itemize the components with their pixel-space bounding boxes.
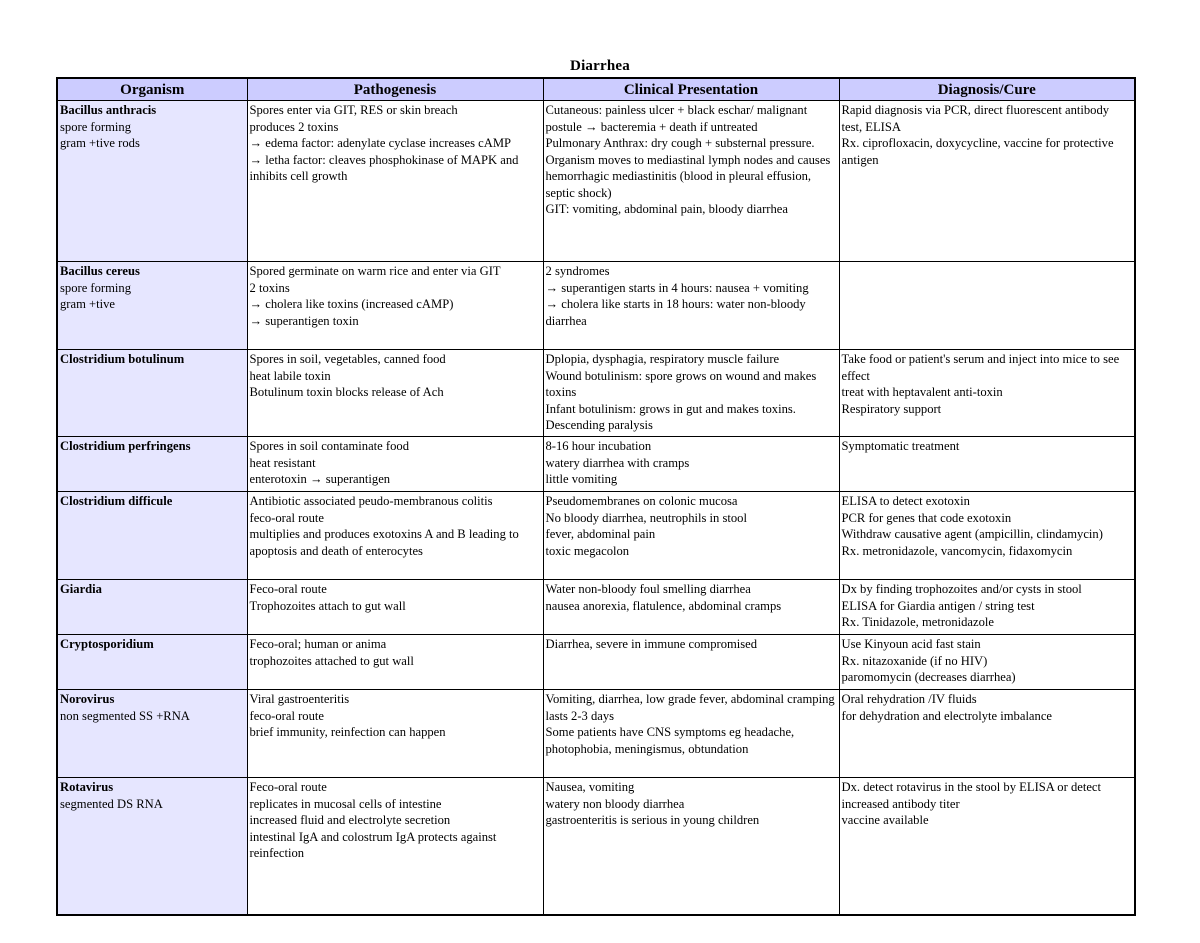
organism-name: Giardia xyxy=(60,582,102,596)
clinical-cell: Cutaneous: painless ulcer + black eschar/ malignant postule → bacteremia + death if untreated Pulmonary Anthrax: dry cough + substernal pressure. Organism moves to mediastinal lymph nodes and causes hemorrhagic mediastinitis (blood in pleural effusion, septic shock) GIT: vomiting, abdominal pain, bloody diarrhea xyxy=(543,101,839,262)
table-row xyxy=(57,778,1135,915)
diagnosis-cell xyxy=(839,262,1135,350)
diagnosis-cell: Dx by finding trophozoites and/or cysts in stool ELISA for Giardia antigen / string test Rx. Tinidazole, metronidazole xyxy=(839,580,1135,635)
organism-detail: spore forming gram +tive rods xyxy=(60,119,140,150)
page-title: Diarrhea xyxy=(570,58,630,74)
organism-name: Bacillus cereus xyxy=(60,264,140,278)
clinical-cell: Pseudomembranes on colonic mucosa No bloody diarrhea, neutrophils in stool fever, abdominal pain toxic megacolon xyxy=(543,492,839,580)
organism-cell xyxy=(57,580,247,635)
organism-name: Bacillus anthracis xyxy=(60,103,157,117)
organism-name: Clostridium botulinum xyxy=(60,352,185,366)
diarrhea-table xyxy=(56,77,1136,916)
header-pathogenesis: Pathogenesis xyxy=(247,78,543,101)
organism-name: Cryptosporidium xyxy=(60,637,154,651)
table-row xyxy=(57,262,1135,350)
pathogenesis-cell: Spored germinate on warm rice and enter via GIT 2 toxins → cholera like toxins (increased cAMP) → superantigen toxin xyxy=(247,262,543,350)
organism-name: Rotavirus xyxy=(60,780,114,794)
diagnosis-cell: Oral rehydration /IV fluids for dehydration and electrolyte imbalance xyxy=(839,690,1135,778)
organism-cell xyxy=(57,350,247,437)
organism-cell xyxy=(57,437,247,492)
organism-cell xyxy=(57,690,247,778)
diagnosis-cell: Take food or patient's serum and inject into mice to see effect treat with heptavalent anti-toxin Respiratory support xyxy=(839,350,1135,437)
organism-cell xyxy=(57,101,247,262)
organism-detail: segmented DS RNA xyxy=(60,796,163,811)
organism-name: Clostridium perfringens xyxy=(60,439,191,453)
organism-cell xyxy=(57,492,247,580)
diagnosis-cell: Use Kinyoun acid fast stain Rx. nitazoxanide (if no HIV) paromomycin (decreases diarrhea) xyxy=(839,635,1135,690)
organism-name: Clostridium difficule xyxy=(60,494,173,508)
pathogenesis-cell: Spores in soil contaminate food heat resistant enterotoxin → superantigen xyxy=(247,437,543,492)
clinical-cell: Dplopia, dysphagia, respiratory muscle failure Wound botulinism: spore grows on wound and makes toxins Infant botulinism: grows in gut and makes toxins. Descending paralysis xyxy=(543,350,839,437)
pathogenesis-cell: Viral gastroenteritis feco-oral route brief immunity, reinfection can happen xyxy=(247,690,543,778)
organism-detail: non segmented SS +RNA xyxy=(60,708,190,723)
clinical-cell: Diarrhea, severe in immune compromised xyxy=(543,635,839,690)
header-organism: Organism xyxy=(57,78,247,101)
header-diagnosis-cure: Diagnosis/Cure xyxy=(839,78,1135,101)
diagnosis-cell: Symptomatic treatment xyxy=(839,437,1135,492)
organism-name: Norovirus xyxy=(60,692,115,706)
header-clinical-presentation: Clinical Presentation xyxy=(543,78,839,101)
pathogenesis-cell: Feco-oral route replicates in mucosal cells of intestine increased fluid and electrolyte secretion intestinal IgA and colostrum IgA protects against reinfection xyxy=(247,778,543,915)
diagnosis-cell: ELISA to detect exotoxin PCR for genes that code exotoxin Withdraw causative agent (ampicillin, clindamycin) Rx. metronidazole, vancomycin, fidaxomycin xyxy=(839,492,1135,580)
table-row xyxy=(57,635,1135,690)
pathogenesis-cell: Feco-oral; human or anima trophozoites attached to gut wall xyxy=(247,635,543,690)
organism-detail: spore forming gram +tive xyxy=(60,280,131,311)
table-row xyxy=(57,492,1135,580)
clinical-cell: 8-16 hour incubation watery diarrhea with cramps little vomiting xyxy=(543,437,839,492)
table-row xyxy=(57,101,1135,262)
table-row xyxy=(57,580,1135,635)
pathogenesis-cell: Spores enter via GIT, RES or skin breach produces 2 toxins → edema factor: adenylate cyclase increases cAMP → letha factor: cleaves phosphokinase of MAPK and inhibits cell growth xyxy=(247,101,543,262)
pathogenesis-cell: Antibiotic associated peudo-membranous colitis feco-oral route multiplies and produces exotoxins A and B leading to apoptosis and death of enterocytes xyxy=(247,492,543,580)
table-row xyxy=(57,690,1135,778)
diagnosis-cell: Dx. detect rotavirus in the stool by ELISA or detect increased antibody titer vaccine available xyxy=(839,778,1135,915)
clinical-cell: 2 syndromes → superantigen starts in 4 hours: nausea + vomiting → cholera like starts in 18 hours: water non-bloody diarrhea xyxy=(543,262,839,350)
table-row xyxy=(57,350,1135,437)
table-row xyxy=(57,437,1135,492)
clinical-cell: Water non-bloody foul smelling diarrhea nausea anorexia, flatulence, abdominal cramps xyxy=(543,580,839,635)
organism-cell xyxy=(57,778,247,915)
clinical-cell: Nausea, vomiting watery non bloody diarrhea gastroenteritis is serious in young children xyxy=(543,778,839,915)
pathogenesis-cell: Feco-oral route Trophozoites attach to gut wall xyxy=(247,580,543,635)
diagnosis-cell: Rapid diagnosis via PCR, direct fluorescent antibody test, ELISA Rx. ciprofloxacin, doxycycline, vaccine for protective antigen xyxy=(839,101,1135,262)
clinical-cell: Vomiting, diarrhea, low grade fever, abdominal cramping lasts 2-3 days Some patients have CNS symptoms eg headache, photophobia, meningismus, obtundation xyxy=(543,690,839,778)
header-row xyxy=(57,78,1135,101)
organism-cell xyxy=(57,262,247,350)
organism-cell xyxy=(57,635,247,690)
pathogenesis-cell: Spores in soil, vegetables, canned food heat labile toxin Botulinum toxin blocks release of Ach xyxy=(247,350,543,437)
